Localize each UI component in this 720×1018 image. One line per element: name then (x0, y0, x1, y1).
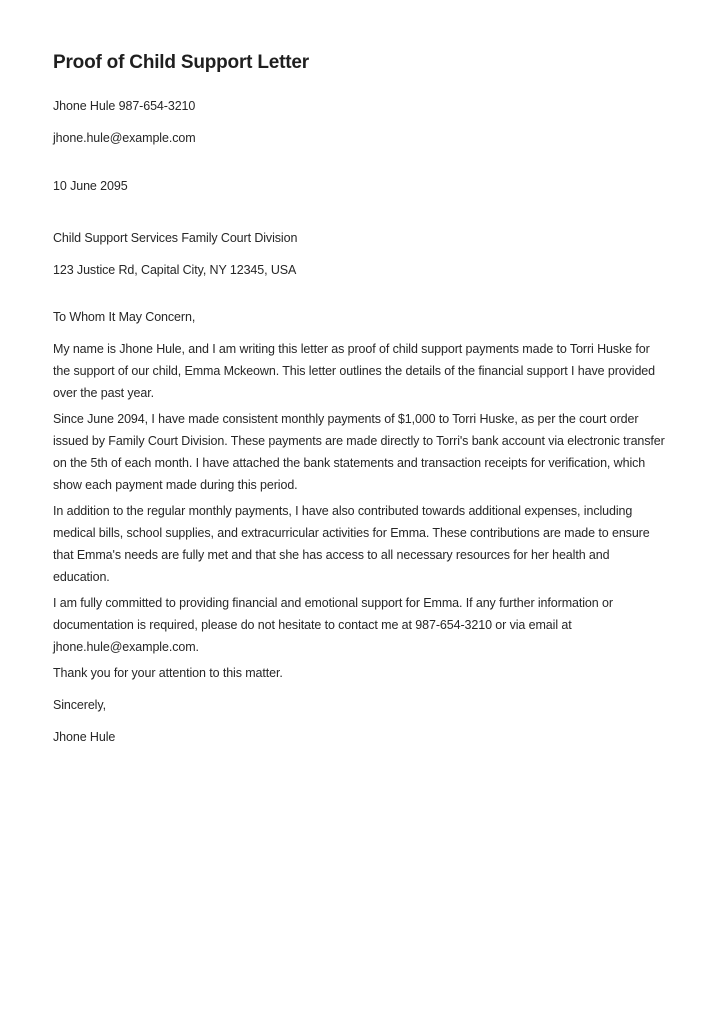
body-paragraph-1: My name is Jhone Hule, and I am writing this letter as proof of child support payments made to Torri Huske for the support of our child, Emma Mckeown. This letter outlines the details of the financial support I have provided over the past year. (53, 342, 655, 400)
recipient-organization: Child Support Services Family Court Division (53, 231, 298, 245)
salutation: To Whom It May Concern, (53, 310, 196, 324)
recipient-address: 123 Justice Rd, Capital City, NY 12345, USA (53, 263, 297, 277)
closing-thanks-line: Thank you for your attention to this matter. (53, 666, 283, 680)
letter-body (53, 50, 669, 748)
letter-title: Proof of Child Support Letter (53, 52, 309, 73)
sender-name-phone: Jhone Hule 987-654-3210 (53, 99, 196, 113)
body-paragraph-3: In addition to the regular monthly payments, I have also contributed towards additional expenses, including medical bills, school supplies, and extracurricular activities for Emma. These contributions are made to ensure that Emma's needs are fully met and that she has access to all necessary resources for her health and education. (53, 504, 650, 584)
valediction: Sincerely, (53, 698, 106, 712)
letter-date: 10 June 2095 (53, 179, 128, 193)
signature-name: Jhone Hule (53, 730, 116, 744)
body-paragraph-2: Since June 2094, I have made consistent monthly payments of $1,000 to Torri Huske, as per the court order issued by Family Court Division. These payments are made directly to Torri's bank account via electronic transfer on the 5th of each month. I have attached the bank statements and transaction receipts for verification, which show each payment made during this period. (53, 412, 665, 492)
sender-email: jhone.hule@example.com (53, 131, 196, 145)
body-paragraph-4: I am fully committed to providing financial and emotional support for Emma. If any further information or documentation is required, please do not hesitate to contact me at 987-654-3210 or via email at jhone.hule@example.com. (53, 596, 613, 654)
